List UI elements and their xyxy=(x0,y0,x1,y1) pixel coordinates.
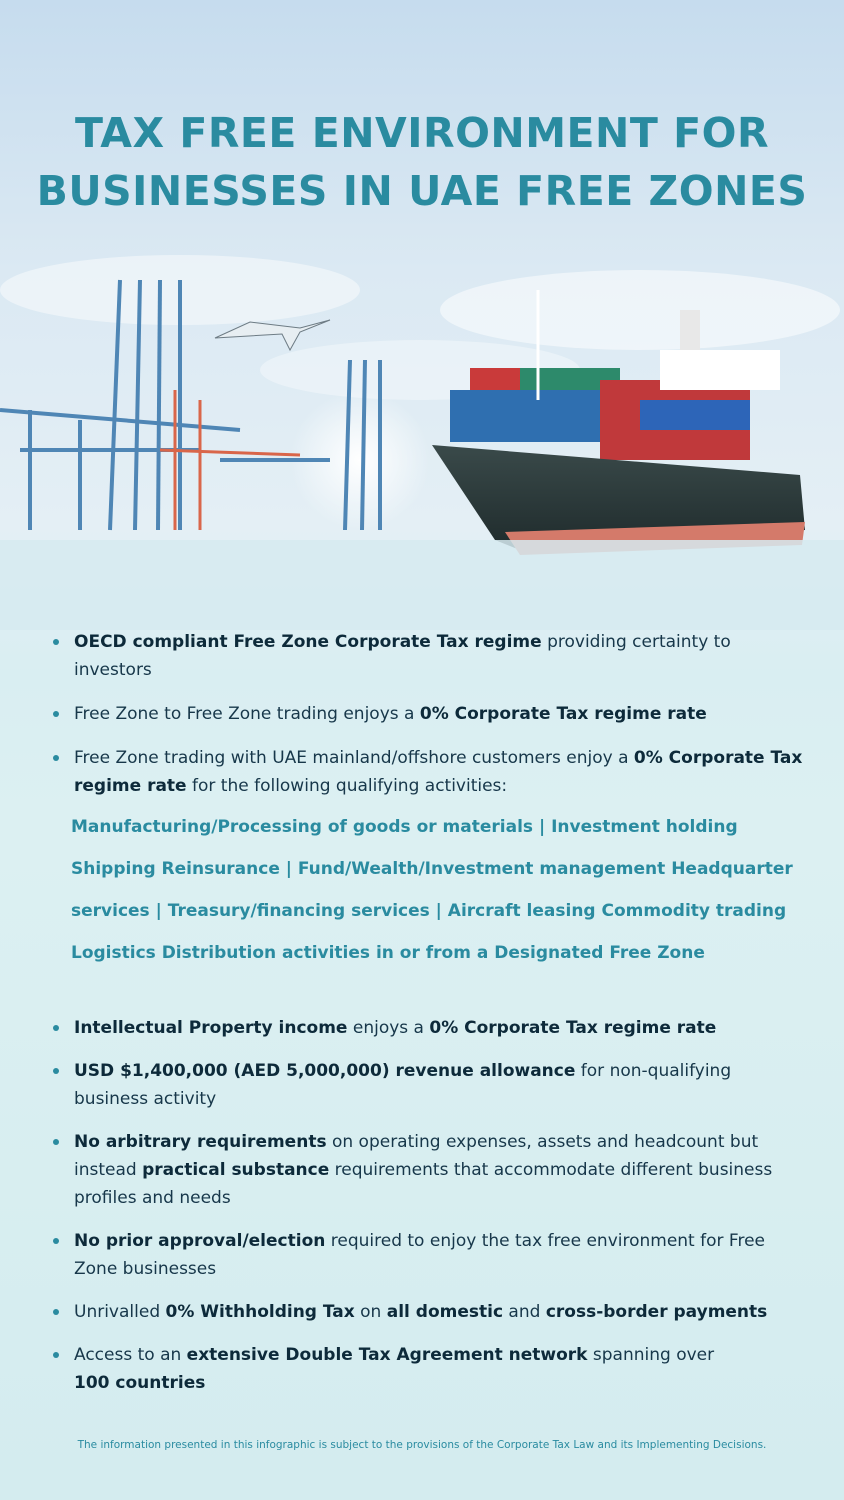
list-item: Unrivalled 0% Withholding Tax on all domestic and cross-border payments xyxy=(50,1298,810,1326)
list-item: Free Zone trading with UAE mainland/offshore customers enjoy a 0% Corporate Tax regime rate for the following qualifying activities: xyxy=(50,744,810,800)
disclaimer-footer: The information presented in this infographic is subject to the provisions of the Corporate Tax Law and its Implementing Decisions. xyxy=(77,1439,767,1451)
qualifying-activities xyxy=(71,810,791,978)
list-item: USD $1,400,000 (AED 5,000,000) revenue allowance for non-qualifying business activity xyxy=(50,1057,810,1113)
airplane-icon xyxy=(215,320,330,350)
title-line-2: BUSINESSES IN UAE FREE ZONES xyxy=(36,167,808,215)
list-item: Access to an extensive Double Tax Agreement network spanning over 100 countries xyxy=(50,1341,810,1397)
list-item: No prior approval/election required to enjoy the tax free environment for Free Zone businesses xyxy=(50,1227,810,1283)
list-item: Free Zone to Free Zone trading enjoys a 0% Corporate Tax regime rate xyxy=(50,700,810,728)
activities-row: Shipping Reinsurance | Fund/Wealth/Investment management Headquarter xyxy=(71,859,793,879)
port-ship-illustration xyxy=(0,250,844,630)
activities-row: services | Treasury/financing services | Aircraft leasing Commodity trading xyxy=(71,901,787,921)
page-title xyxy=(0,104,844,220)
list-item: Intellectual Property income enjoys a 0% Corporate Tax regime rate xyxy=(50,1014,810,1042)
activities-row: Manufacturing/Processing of goods or materials | Investment holding xyxy=(71,817,738,837)
activities-row: Logistics Distribution activities in or from a Designated Free Zone xyxy=(71,943,705,963)
title-line-1: TAX FREE ENVIRONMENT FOR xyxy=(74,109,770,157)
feature-list-top xyxy=(50,628,810,800)
feature-list-bottom xyxy=(50,1014,810,1397)
list-item: OECD compliant Free Zone Corporate Tax regime providing certainty to investors xyxy=(50,628,810,684)
list-item: No arbitrary requirements on operating expenses, assets and headcount but instead practical substance requirements that accommodate different business profiles and needs xyxy=(50,1128,810,1212)
